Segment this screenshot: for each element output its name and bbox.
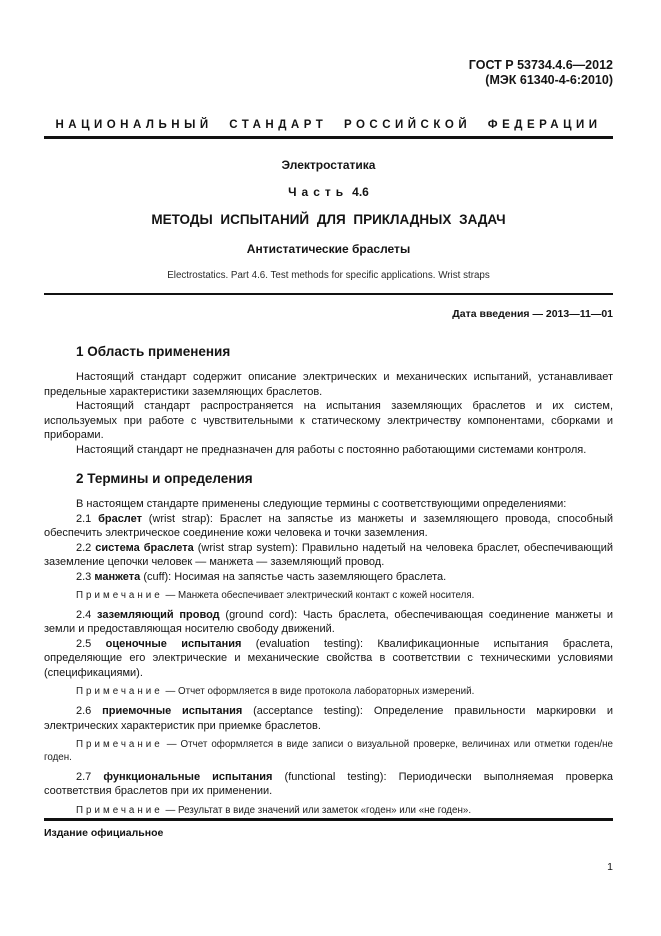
term-name: браслет bbox=[98, 512, 143, 525]
header-rule bbox=[44, 136, 613, 139]
term-name: манжета bbox=[94, 570, 141, 583]
note-text: — Манжета обеспечивает электрический контакт с кожей носителя. bbox=[165, 590, 475, 601]
term-number: 2.6 bbox=[76, 705, 92, 718]
term-definition-2-6 bbox=[44, 704, 613, 733]
term-text: Определение правильности маркировки и электрических характеристик при приемке браслетов. bbox=[44, 705, 613, 732]
note-label: Примечание bbox=[76, 686, 163, 698]
term-number: 2.3 bbox=[76, 570, 92, 583]
term-english: (ground cord): bbox=[225, 608, 298, 621]
term-definition-2-3 bbox=[44, 570, 613, 585]
term-number: 2.4 bbox=[76, 608, 92, 621]
doc-code bbox=[44, 58, 613, 88]
part-line bbox=[44, 185, 613, 199]
term-definition-2-2 bbox=[44, 541, 613, 570]
federation-banner: НАЦИОНАЛЬНЫЙ СТАНДАРТ РОССИЙСКОЙ ФЕДЕРАЦИИ bbox=[55, 119, 602, 131]
part-number: 4.6 bbox=[352, 185, 369, 199]
term-definition-2-1 bbox=[44, 512, 613, 541]
document-subject: Электростатика bbox=[281, 158, 376, 172]
page-number: 1 bbox=[607, 860, 613, 873]
doc-code-line2: (МЭК 61340-4-6:2010) bbox=[485, 73, 613, 87]
term-text: Носимая на запястье часть заземляющего браслета. bbox=[174, 570, 447, 583]
note-2-3 bbox=[44, 590, 613, 603]
term-definition-2-4 bbox=[44, 608, 613, 637]
term-definition-2-7 bbox=[44, 770, 613, 799]
section2-intro: В настоящем стандарте применены следующие термины с соответствующими определениями: bbox=[76, 498, 567, 510]
note-label: Примечание bbox=[76, 739, 163, 751]
term-number: 2.2 bbox=[76, 541, 92, 554]
document-subtitle: Антистатические браслеты bbox=[246, 242, 411, 256]
note-label: Примечание bbox=[76, 804, 163, 816]
term-definition-2-5 bbox=[44, 637, 613, 681]
term-text: Квалификационные испытания браслета, определяющие его электрические и механические свойства в соответствии с техническими условиями (спецификациями). bbox=[44, 637, 614, 679]
footer-rule bbox=[44, 818, 613, 821]
effective-date: Дата введения — 2013—11—01 bbox=[452, 308, 613, 320]
page-footer bbox=[44, 818, 613, 873]
term-name: система браслета bbox=[95, 541, 194, 554]
term-english: (cuff): bbox=[143, 570, 172, 583]
term-english: (functional testing): bbox=[284, 770, 387, 783]
document-title: МЕТОДЫ ИСПЫТАНИЙ ДЛЯ ПРИКЛАДНЫХ ЗАДАЧ bbox=[151, 212, 506, 227]
note-text: — Отчет оформляется в виде протокола лабораторных измерений. bbox=[165, 686, 475, 698]
section1-paragraph: Настоящий стандарт распространяется на испытания заземляющих браслетов и их систем, используемых при работе с чувствительными к статическому электричеству компонентами, сборками и приборами. bbox=[44, 400, 613, 441]
term-number: 2.5 bbox=[76, 637, 92, 650]
term-text: Часть браслета, обеспечивающая соединение манжеты и земли и предоставляющая носителю свободу движений. bbox=[44, 608, 614, 636]
term-name: приемочные испытания bbox=[102, 705, 243, 718]
edition-note: Издание официальное bbox=[44, 826, 164, 839]
term-name: оценочные испытания bbox=[105, 637, 242, 650]
term-english: (wrist strap system): bbox=[197, 541, 298, 554]
section1-paragraph: Настоящий стандарт содержит описание электрических и механических испытаний, устанавливает предельные характеристики заземляющих браслетов. bbox=[44, 371, 613, 398]
title-rule bbox=[44, 293, 613, 295]
section1-paragraph: Настоящий стандарт не предназначен для работы с постоянно работающими системами контроля. bbox=[76, 443, 587, 456]
term-number: 2.1 bbox=[76, 512, 92, 525]
note-2-7 bbox=[44, 805, 613, 818]
note-label: Примечание bbox=[76, 590, 163, 601]
part-label: Часть bbox=[288, 185, 349, 199]
term-english: (acceptance testing): bbox=[253, 705, 363, 718]
term-english: (wrist strap): bbox=[148, 512, 213, 525]
term-name: функциональные испытания bbox=[103, 770, 273, 783]
section1-heading: 1 Область применения bbox=[76, 344, 231, 359]
english-title: Electrostatics. Part 4.6. Test methods for specific applications. Wrist straps bbox=[167, 270, 490, 281]
term-text: Браслет на запястье из манжеты и заземляющего провода, способный обеспечить электрическое соединение кожи человека и точки заземления. bbox=[44, 512, 614, 539]
term-text: Периодически выполняемая проверка соответствия браслетов при их применении. bbox=[44, 770, 613, 798]
note-text: — Отчет оформляется в виде записи о визуальной проверке, величинах или отметки годен/не годен. bbox=[44, 739, 613, 763]
term-name: заземляющий провод bbox=[97, 608, 220, 621]
note-2-6 bbox=[44, 739, 613, 765]
term-number: 2.7 bbox=[76, 770, 92, 783]
note-text: — Результат в виде значений или заметок «годен» или «не годен». bbox=[165, 804, 472, 816]
note-2-5 bbox=[44, 686, 613, 699]
term-text: Правильно надетый на человека браслет, обеспечивающий заземление цепочки человек — манжета — заземляющий провод. bbox=[44, 541, 613, 568]
term-english: (evaluation testing): bbox=[255, 637, 364, 650]
doc-code-line1: ГОСТ Р 53734.4.6—2012 bbox=[468, 58, 613, 72]
section2-heading: 2 Термины и определения bbox=[76, 471, 253, 486]
